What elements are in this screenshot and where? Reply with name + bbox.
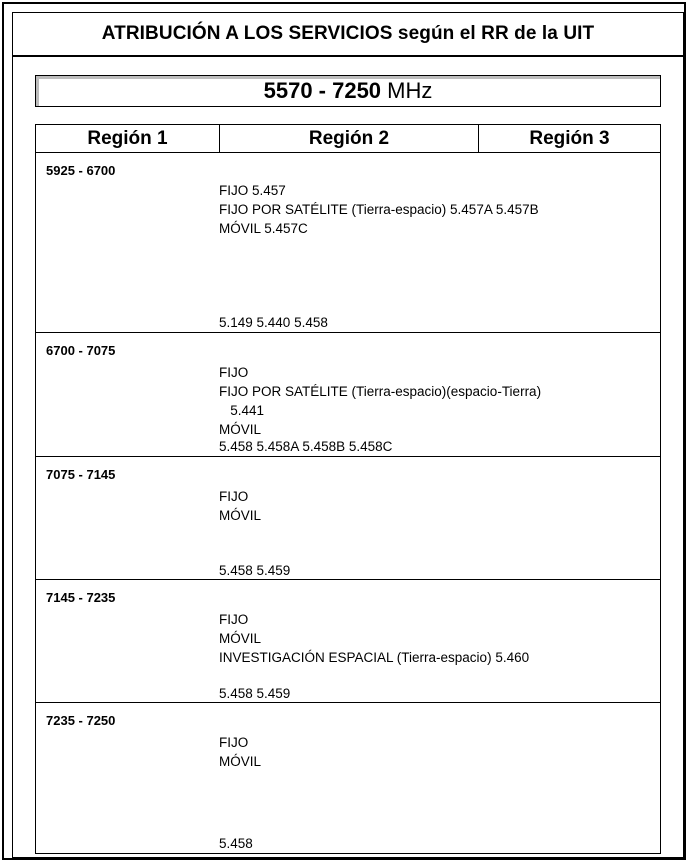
table-row: [36, 457, 660, 580]
page-title: ATRIBUCIÓN A LOS SERVICIOS según el RR de la UIT: [101, 23, 595, 44]
footnote-refs: 5.149 5.440 5.458: [219, 315, 328, 330]
band-unit: MHz: [387, 78, 433, 103]
allocation-item: MÓVIL: [219, 754, 262, 769]
table-header: [36, 125, 660, 153]
allocation-list: [219, 487, 261, 525]
band-range: 5570 - 7250: [263, 78, 382, 103]
allocation-item: MÓVIL: [219, 422, 262, 437]
allocation-list: [219, 181, 539, 238]
title-bar: [13, 13, 683, 57]
allocation-item: FIJO: [219, 735, 249, 750]
allocation-item: FIJO: [219, 489, 249, 504]
allocation-item: FIJO POR SATÉLITE (Tierra-espacio)(espacio-Tierra): [219, 384, 542, 399]
allocation-item: FIJO: [219, 612, 249, 627]
header-region-1: Región 1: [36, 125, 220, 152]
allocation-item: MÓVIL: [219, 508, 262, 523]
table-row: [36, 153, 660, 333]
allocation-table: [35, 124, 661, 854]
table-row: [36, 703, 660, 853]
page-frame: [2, 2, 686, 860]
allocation-item: MÓVIL 5.457C: [219, 221, 308, 236]
footnote-refs: 5.458 5.458A 5.458B 5.458C: [219, 439, 393, 454]
frequency-range: 7235 - 7250: [46, 713, 116, 728]
footnote-refs: 5.458: [219, 836, 253, 851]
table-row: [36, 333, 660, 457]
allocation-list: [219, 733, 261, 771]
frequency-range: 7145 - 7235: [46, 590, 116, 605]
footnote-refs: 5.458 5.459: [219, 686, 291, 701]
allocation-item: FIJO 5.457: [219, 183, 286, 198]
footnote-refs: 5.458 5.459: [219, 563, 291, 578]
allocation-item: 5.441: [219, 403, 265, 418]
header-region-2: Región 2: [220, 125, 479, 152]
frequency-range: 6700 - 7075: [46, 343, 116, 358]
band-title: [264, 78, 433, 104]
allocation-list: [219, 363, 541, 439]
frequency-range: 5925 - 6700: [46, 163, 116, 178]
content-frame: [12, 12, 684, 858]
allocation-list: [219, 610, 529, 667]
frequency-range: 7075 - 7145: [46, 467, 116, 482]
allocation-item: FIJO POR SATÉLITE (Tierra-espacio) 5.457A 5.457B: [219, 202, 539, 217]
allocation-item: INVESTIGACIÓN ESPACIAL (Tierra-espacio) 5.460: [219, 650, 530, 665]
allocation-item: MÓVIL: [219, 631, 262, 646]
header-region-3: Región 3: [529, 127, 610, 149]
allocation-item: FIJO: [219, 365, 249, 380]
table-row: [36, 580, 660, 703]
band-box: [35, 75, 661, 107]
